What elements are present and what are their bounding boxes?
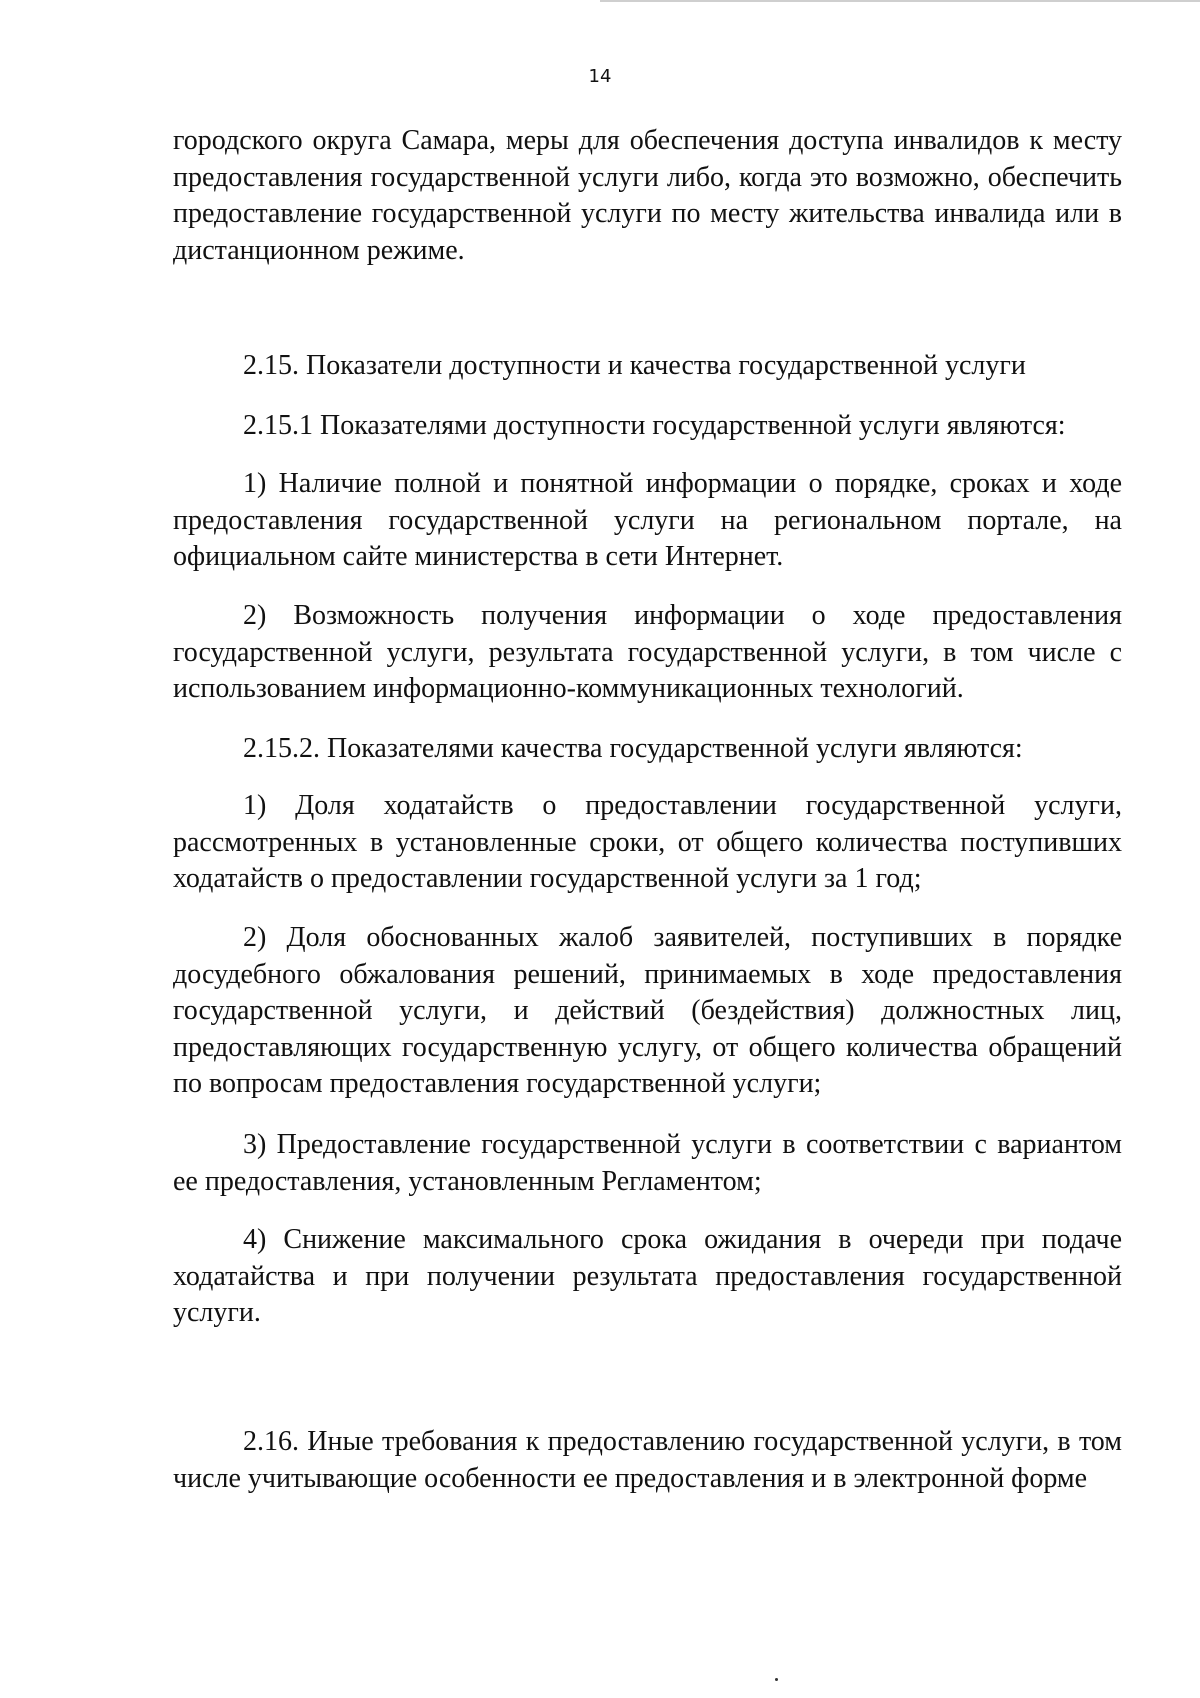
page-number: 14 [588, 66, 612, 87]
section-2-15-heading: 2.15. Показатели доступности и качества государственной услуги [243, 350, 1026, 381]
paragraph-2-15-2-item-1: 1) Доля ходатайств о предоставлении государственной услуги, рассмотренных в установленные сроки, от общего количества поступивших ходатайств о предоставлении государственной услуги за 1 год; [173, 790, 1122, 894]
paragraph-2-15-2: 2.15.2. Показателями качества государственной услуги являются: [243, 733, 1023, 764]
scan-speck [775, 1678, 778, 1681]
paragraph-2-15-2-item-2: 2) Доля обоснованных жалоб заявителей, поступивших в порядке досудебного обжалования решений, принимаемых в ходе предоставления государственной услуги, и действий (бездействия) должностных лиц, предоставляющих государственную услугу, от общего количества обращений по вопросам предоставления государственной услуги; [173, 922, 1122, 1099]
paragraph-2-15-2-item-4: 4) Снижение максимального срока ожидания в очереди при подаче ходатайства и при получении результата предоставления государственной услуги. [173, 1224, 1122, 1328]
scan-edge-line [600, 0, 1200, 2]
paragraph-2-15-2-item-3: 3) Предоставление государственной услуги в соответствии с вариантом ее предоставления, установленным Регламентом; [173, 1129, 1122, 1197]
section-2-16-heading: 2.16. Иные требования к предоставлению государственной услуги, в том числе учитывающие особенности ее предоставления и в электронной форме [173, 1426, 1122, 1494]
paragraph-continuation: городского округа Самара, меры для обеспечения доступа инвалидов к месту предоставления государственной услуги либо, когда это возможно, обеспечить предоставление государственной услуги по месту жительства инвалида или в дистанционном режиме. [173, 125, 1122, 266]
paragraph-2-15-1-item-1: 1) Наличие полной и понятной информации о порядке, сроках и ходе предоставления государственной услуги на региональном портале, на официальном сайте министерства в сети Интернет. [173, 468, 1122, 572]
paragraph-2-15-1-item-2: 2) Возможность получения информации о ходе предоставления государственной услуги, результата государственной услуги, в том числе с использованием информационно-коммуникационных технологий. [173, 600, 1122, 704]
paragraph-2-15-1: 2.15.1 Показателями доступности государственной услуги являются: [243, 410, 1066, 441]
